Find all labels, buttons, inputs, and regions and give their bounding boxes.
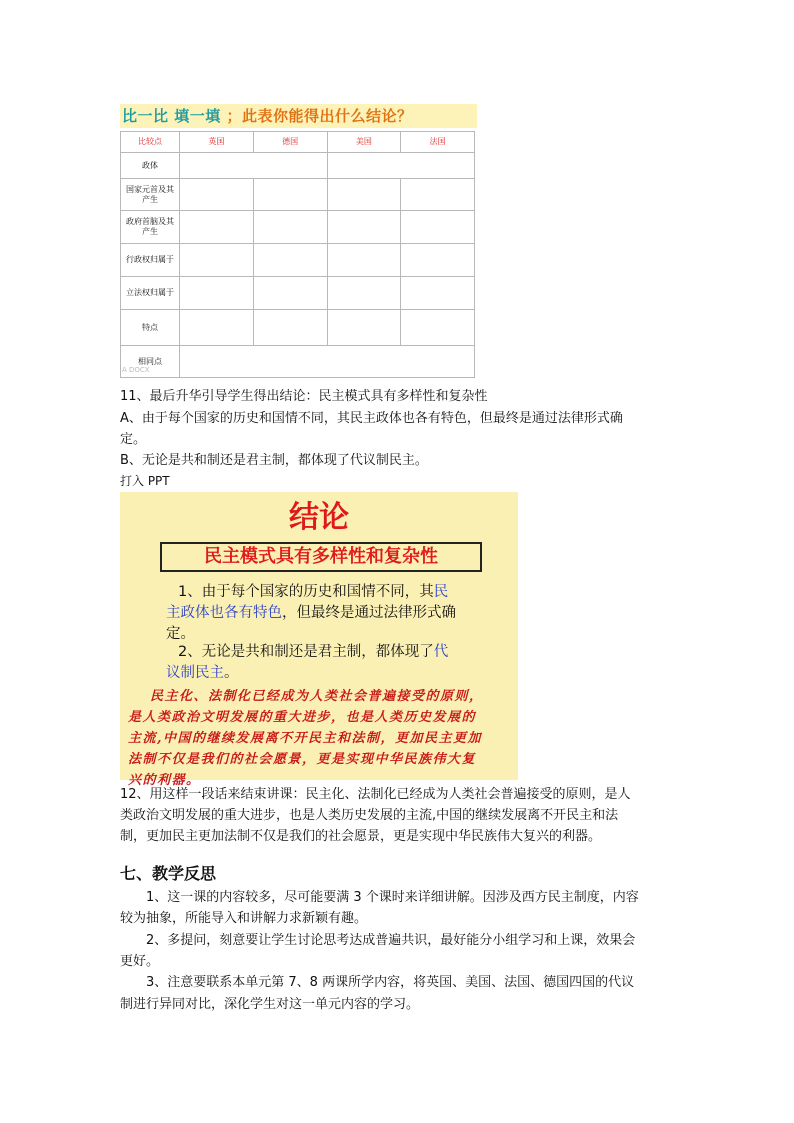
- row-label: 特点: [121, 310, 180, 346]
- comparison-banner: [120, 104, 477, 128]
- ppt-note: 打入 PPT: [120, 474, 170, 488]
- table-cell: [253, 277, 327, 310]
- slide-point-2-blue-2: 议制民主: [166, 665, 224, 681]
- table-row: [121, 179, 475, 211]
- reflection-line: 制进行异同对比，深化学生对这一单元内容的学习。: [120, 997, 420, 1012]
- comparison-table-image: [120, 104, 475, 376]
- table-cell: [253, 179, 327, 211]
- reflection-line: 较为抽象，所能导入和讲解力求新颖有趣。: [120, 911, 368, 926]
- table-cell: [401, 179, 475, 211]
- slide-point-2: [166, 642, 496, 684]
- p12-line3: 制，更加民主更加法制不仅是我们的社会愿景，更是实现中华民族伟大复兴的利器。: [120, 829, 602, 844]
- slide-boxed-heading: 民主模式具有多样性和复杂性: [160, 542, 482, 572]
- conclusion-slide-image: [120, 492, 518, 788]
- slide-point-1-blue: 民: [433, 584, 449, 600]
- row-label: 政体: [121, 153, 180, 179]
- slide-title: 结论: [289, 500, 349, 535]
- table-cell: [327, 244, 401, 277]
- table-cell: [253, 310, 327, 346]
- watermark: A DOCX: [122, 366, 150, 374]
- table-cell: [180, 179, 254, 211]
- slide-point-2-blue: 代: [433, 644, 449, 660]
- banner-text-b: ；此表你能得出什么结论？: [226, 107, 413, 125]
- slide-point-2-text: 2、无论是共和制还是君主制，都体现了: [178, 644, 434, 660]
- section-heading: 七、教学反思: [120, 864, 217, 883]
- p12-line2: 类政治文明发展的重大进步，也是人类历史发展的主流,中国的继续发展离不开民主和法: [120, 808, 619, 823]
- header-cell: 德国: [253, 132, 327, 153]
- table-cell: [401, 277, 475, 310]
- slide-red-line: 民主化、法制化已经成为人类社会普遍接受的原则，: [150, 689, 484, 704]
- p11-a-line1: A、由于每个国家的历史和国情不同，其民主政体也各有特色，但最终是通过法律形式确: [120, 411, 623, 426]
- table-cell: [327, 277, 401, 310]
- table-cell: [401, 211, 475, 244]
- p11-b: B、无论是共和制还是君主制，都体现了代议制民主。: [120, 453, 428, 468]
- p11-title: 11、最后升华引导学生得出结论：民主模式具有多样性和复杂性: [120, 389, 488, 404]
- table-cell: [401, 310, 475, 346]
- table-cell: [327, 179, 401, 211]
- table-cell: [401, 244, 475, 277]
- header-cell: 比较点: [121, 132, 180, 153]
- row-label: 国家元首及其产生: [121, 179, 180, 211]
- slide-point-2-text-2: 。: [224, 665, 239, 681]
- slide-point-1-text: 1、由于每个国家的历史和国情不同，其: [178, 584, 434, 600]
- row-label: 相同点: [121, 346, 180, 378]
- table-row: [121, 244, 475, 277]
- slide-point-1: [166, 582, 496, 645]
- reflection-line: 2、多提问，刻意要让学生讨论思考达成普遍共识，最好能分小组学习和上课，效果会: [146, 933, 636, 948]
- reflection-line: 1、这一课的内容较多，尽可能要满 3 个课时来详细讲解。因涉及西方民主制度，内容: [146, 890, 639, 905]
- comparison-table: [120, 131, 475, 378]
- table-cell: [180, 211, 254, 244]
- slide-red-line: 兴的利器。: [128, 773, 201, 788]
- slide-red-paragraph: [128, 686, 514, 791]
- table-cell: [327, 211, 401, 244]
- table-cell: [327, 153, 475, 179]
- table-header-row: [121, 132, 475, 153]
- table-cell: [180, 244, 254, 277]
- slide-red-line: 是人类政治文明发展的重大进步，也是人类历史发展的: [128, 710, 477, 725]
- table-cell: [180, 346, 475, 378]
- slide-red-line: 主流,中国的继续发展离不开民主和法制，更加民主更加: [128, 731, 483, 746]
- table-cell: [327, 310, 401, 346]
- p12-line1: 12、用这样一段话来结束讲课：民主化、法制化已经成为人类社会普遍接受的原则，是人: [120, 787, 631, 802]
- row-label: 立法权归属于: [121, 277, 180, 310]
- row-label: 行政权归属于: [121, 244, 180, 277]
- slide-red-line: 法制不仅是我们的社会愿景，更是实现中华民族伟大复: [128, 752, 477, 767]
- table-row: [121, 310, 475, 346]
- table-cell: [180, 153, 328, 179]
- slide-point-1-text-2: ，但最终是通过法律形式确: [282, 605, 456, 621]
- header-cell: 法国: [401, 132, 475, 153]
- table-cell: [180, 277, 254, 310]
- table-cell: [253, 211, 327, 244]
- table-row: [121, 277, 475, 310]
- row-label: 政府首脑及其产生: [121, 211, 180, 244]
- banner-text-a: 比一比 填一填: [122, 107, 221, 125]
- table-row: [121, 153, 475, 179]
- slide-point-1-blue-2: 主政体也各有特色: [166, 605, 282, 621]
- header-cell: 美国: [327, 132, 401, 153]
- header-cell: 英国: [180, 132, 254, 153]
- reflection-line: 3、注意要联系本单元第 7、8 两课所学内容，将英国、美国、法国、德国四国的代议: [146, 975, 635, 990]
- table-row: [121, 211, 475, 244]
- slide-point-1-text-3: 定。: [166, 626, 195, 642]
- p11-a-line2: 定。: [120, 432, 147, 447]
- reflection-line: 更好。: [120, 954, 160, 969]
- table-cell: [180, 310, 254, 346]
- table-row: [121, 346, 475, 378]
- table-cell: [253, 244, 327, 277]
